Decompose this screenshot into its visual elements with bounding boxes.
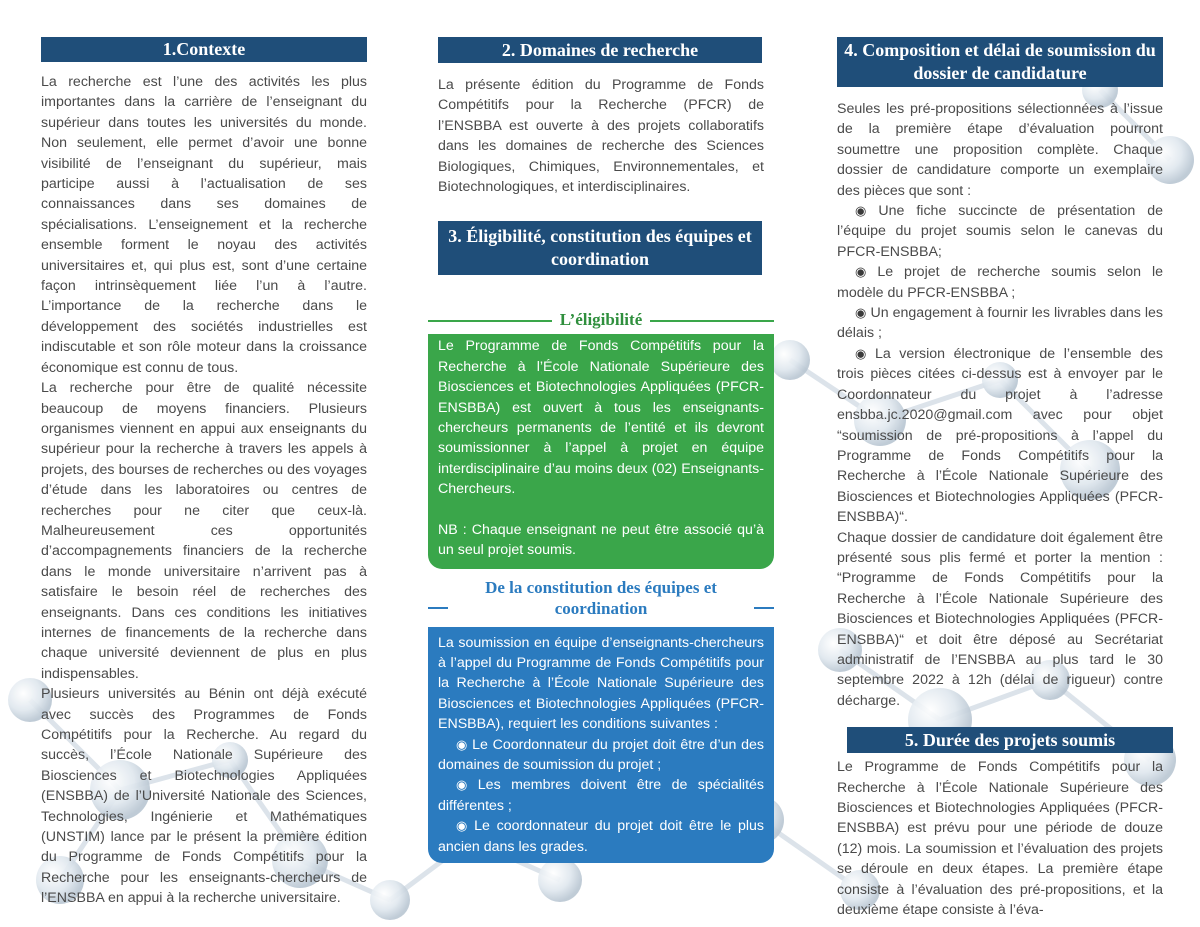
composition-bullet: ◉ Une fiche succincte de présentation de l’équipe du projet soumis selon le canevas du PFCR-ENSBBA;	[837, 203, 1163, 260]
composition-depot: Chaque dossier de candidature doit également être présenté sous plis fermé et porter la mention : “Programme de Fonds Compétitifs pour la Recherche à l’École Nationale Supérieure des Biosciences et Biotechnologies Appliquées (PFCR-ENSBBA)“ et doit être déposé au Secrétariat administratif de l’ENSBBA au plus tard le 30 septembre 2022 à 12h (délai de rigueur) contre décharge.	[837, 529, 1163, 709]
composition-intro: Seules les pré-propositions sélectionnées à l’issue de la première étape d’évaluation pourront soumettre une proposition complète. Chaque dossier de candidature comporte un exemplaire des pièces que sont :	[837, 101, 1163, 199]
eligibilite-box	[428, 334, 774, 568]
eligibilite-title: L’éligibilité	[552, 309, 651, 330]
contexte-paragraph: La recherche pour être de qualité nécessite beaucoup de moyens financiers. Plusieurs organismes viennent en appui aux enseignants du supérieur pour la recherche à travers les appels à projets, des bourses de recherches ou des voyages d’étude dans les laboratoires ou centres de recherches pour ne citer que ceux-là. Malheureusement ces opportunités d’accompagnements financiers de la recherche dans le monde universitaire n’arrivent pas à satisfaire le besoin réel de recherches des enseignants. Dans ces conditions les initiatives internes de financements de la recherche dans chaque université deviennent de plus en plus indispensables.	[41, 380, 367, 682]
constitution-subhead	[428, 577, 774, 619]
target-bullet-icon: ◉	[456, 736, 469, 752]
eligibilite-subhead	[428, 309, 774, 330]
constitution-title: De la constitution des équipes et coordination	[448, 577, 754, 619]
composition-bullet: ◉ Le projet de recherche soumis selon le modèle du PFCR-ENSBBA ;	[837, 264, 1163, 301]
composition-bullet: ◉ Un engagement à fournir les livrables dans les délais ;	[837, 305, 1163, 342]
constitution-bullet: ◉ Le Coordonnateur du projet doit être d’un des domaines de soumission du projet ;	[438, 736, 764, 773]
constitution-bullet: ◉ Le coordonnateur du projet doit être le plus ancien dans les grades.	[438, 818, 764, 855]
contexte-paragraph: Plusieurs universités au Bénin ont déjà exécuté avec succès des Programmes de Fonds Compétitifs pour la Recherche. Au regard du succès, l’École Nationale Supérieure des Biosciences et Biotechnologies Appliquées (ENSBBA) de l’Université Nationale des Sciences, Technologies, Ingénierie et Mathématiques (UNSTIM) lance par le présent la première édition du Programme de Fonds Compétitifs pour la Recherche pour les enseignants-chercheurs de l’ENSBBA en appui à la recherche universitaire.	[41, 686, 367, 907]
contexte-paragraph: La recherche est l’une des activités les plus importantes dans la carrière de l’enseignant du supérieur dans toutes les universités du monde. Non seulement, elle permet d’avoir une bonne visibilité de l’enseignant du supérieur, mais participe aussi à l’actualisation de ses connaissances dans ses domaines de spécialisations. L’enseignement et la recherche ensemble forment le noyau des activités universitaires et, qui plus est, sont d’une certaine façon intrinsèquement liée l’un à l’autre. L’importance de la recherche dans le développement des sociétés industrielles est indiscutable et son rôle moteur dans la croissance économique est connu de tous.	[41, 74, 367, 376]
eligibilite-nb: NB : Chaque enseignant ne peut être associé qu’à un seul projet soumis.	[438, 521, 764, 559]
constitution-box	[428, 627, 774, 863]
column-contexte	[41, 0, 367, 909]
target-bullet-icon: ◉	[855, 264, 874, 280]
constitution-text: La soumission en équipe d’enseignants-chercheurs à l’appel du Programme de Fonds Compétitifs pour la Recherche à l’École Nationale Supérieure des Biosciences et Biotechnologies Appliquées (PFCR-ENSBBA), requiert les conditions suivantes :	[438, 634, 764, 733]
composition-heading: 4. Composition et délai de soumission du dossier de candidature	[837, 37, 1163, 87]
composition-bullet: ◉ La version électronique de l’ensemble des trois pièces citées ci-dessus est à envoyer par le Coordonnateur du projet à l’adresse ensbba.jc.2020@gmail.com avec pour objet “soumission de pré-propositions à l’appel du Programme de Fonds Compétitifs pour la Recherche à l’École Nationale Supérieure des Biosciences et Biotechnologies Appliquées (PFCR-ENSBBA)“.	[837, 345, 1163, 526]
duree-text: Le Programme de Fonds Compétitifs pour la Recherche à l’École Nationale Supérieure des Biosciences et Biotechnologies Appliquées (PFCR-ENSBBA) est prévu pour une période de douze (12) mois. La soumission et l’évaluation des projets se déroule en deux étapes. La première étape consiste à l’évaluation des pré-propositions, et la deuxième étape consiste à l’éva-	[837, 759, 1163, 919]
target-bullet-icon: ◉	[456, 777, 474, 793]
target-bullet-icon: ◉	[456, 818, 471, 834]
constitution-bullet: ◉ Les membres doivent être de spécialités différentes ;	[438, 777, 764, 814]
domaines-heading: 2. Domaines de recherche	[438, 37, 762, 63]
target-bullet-icon: ◉	[855, 305, 867, 321]
domaines-text: La présente édition du Programme de Fonds Compétitifs pour la Recherche (PFCR) de l’ENSBBA est ouverte à des projets collaboratifs dans les domaines de recherche des Sciences Biologiques, Chimiques, Environnementales, et Biotechnologiques, et interdisciplinaires.	[438, 77, 764, 196]
column-domaines-eligibilite	[428, 0, 774, 863]
target-bullet-icon: ◉	[855, 203, 875, 219]
contexte-heading: 1.Contexte	[41, 37, 367, 62]
target-bullet-icon: ◉	[855, 345, 871, 361]
column-composition-duree	[837, 0, 1163, 920]
eligibilite-text: Le Programme de Fonds Compétitifs pour la Recherche à l’École Nationale Supérieure des Biosciences et Biotechnologies Appliquées (PFCR-ENSBBA) est ouvert à tous les enseignants-chercheurs permanents de l’entité et ils devront soumissionner à l’appel à projet en équipe interdisciplinaire d’au moins deux (02) Enseignants-Chercheurs.	[438, 338, 764, 498]
duree-heading: 5. Durée des projets soumis	[847, 727, 1173, 753]
eligibilite-heading: 3. Éligibilité, constitution des équipes et coordination	[438, 221, 762, 275]
